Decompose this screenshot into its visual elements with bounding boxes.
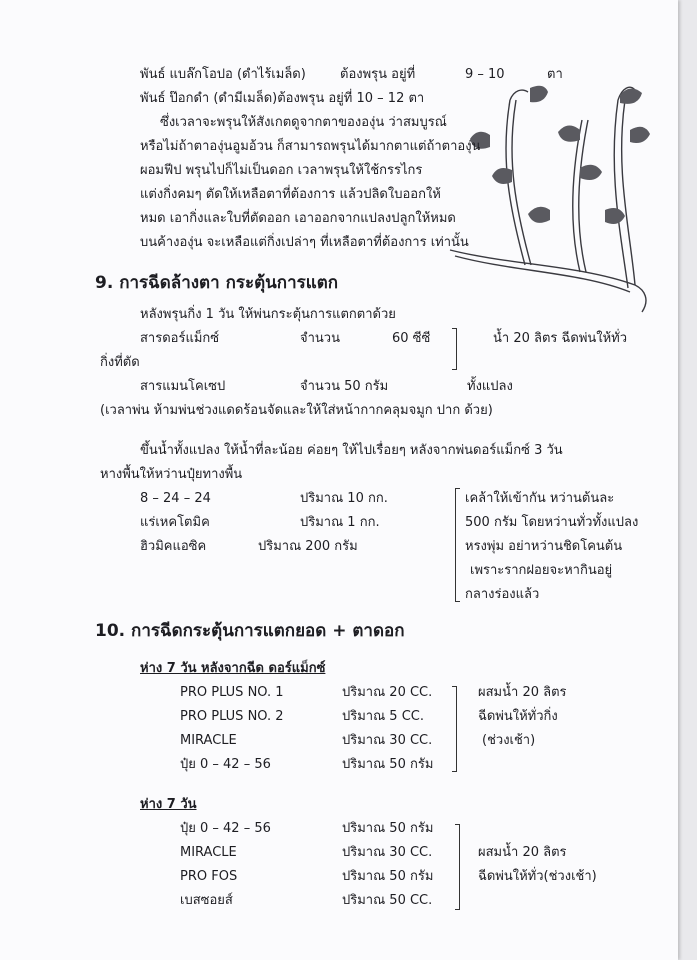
product-qty: ปริมาณ 5 CC. xyxy=(342,709,424,724)
prune-range: 9 – 10 xyxy=(465,67,505,82)
bracket xyxy=(455,824,460,910)
fertilizer-note-line: หรงพุ่ม อย่าหว่านชิดโคนต้น xyxy=(465,539,623,554)
section-9-heading: 9. การฉีดล้างตา กระตุ้นการแตก xyxy=(95,273,339,293)
product-name: เบสซอยส์ xyxy=(180,893,233,908)
variety-pok-dam: พันธ์ ป๊อกดำ (ดำมีเมล็ด)ต้องพรุน อยู่ที่ 10 – 12 ตา xyxy=(140,91,425,106)
product-name: PRO FOS xyxy=(180,869,238,884)
product-name: ปุ๋ย 0 – 42 – 56 xyxy=(180,821,271,836)
irrigation-para-line: หางพื้นให้หว่านปุ๋ยทางพื้น xyxy=(100,467,243,482)
fertilizer-name: แร่เหคโตมิค xyxy=(140,515,210,530)
chem-dormex-note-cont: กิ่งที่ตัด xyxy=(100,355,140,370)
intro-para-line: หมด เอากิ่งและใบที่ตัดออก เอาออกจากแปลงปลูกให้หมด xyxy=(140,211,456,226)
bracket xyxy=(452,328,457,370)
intro-para-line: แต่งกิ่งคมๆ ตัดให้เหลือตาที่ต้องการ แล้วปลิดใบออกให้ xyxy=(140,187,441,202)
chem-dormex-qty: 60 ซีซี xyxy=(392,331,431,346)
prune-label: ต้องพรุน อยู่ที่ xyxy=(340,67,416,82)
group-2-note-line: ผสมน้ำ 20 ลิตร xyxy=(478,845,567,860)
section-9-intro: หลังพรุนกิ่ง 1 วัน ให้พ่นกระตุ้นการแตกตาด้วย xyxy=(140,307,396,322)
group-2-note-line: ฉีดพ่นให้ทั่ว(ช่วงเช้า) xyxy=(478,869,597,884)
product-qty: ปริมาณ 50 กรัม xyxy=(342,821,434,836)
irrigation-para-line: ขึ้นน้ำทั้งแปลง ให้น้ำที่ละน้อย ค่อยๆ ให้ไปเรื่อยๆ หลังจากพ่นดอร์แม็กซ์ 3 วัน xyxy=(140,443,563,458)
product-name: ปุ๋ย 0 – 42 – 56 xyxy=(180,757,271,772)
fertilizer-note-line: 500 กรัม โดยหว่านทั่วทั้งแปลง xyxy=(465,515,639,530)
grape-vine-illustration xyxy=(430,60,670,320)
product-qty: ปริมาณ 50 กรัม xyxy=(342,757,434,772)
product-qty: ปริมาณ 30 CC. xyxy=(342,733,433,748)
bracket xyxy=(452,686,457,772)
product-qty: ปริมาณ 20 CC. xyxy=(342,685,433,700)
fertilizer-name: ฮิวมิคแอซิค xyxy=(140,539,207,554)
fertilizer-note-line: เพราะรากฝอยจะหากินอยู่ xyxy=(470,563,613,578)
chem-mancozeb-name: สารแมนโคเซป xyxy=(140,379,226,394)
group-1-note-line: ฉีดพ่นให้ทั่วกิ่ง xyxy=(478,709,558,724)
fertilizer-qty: ปริมาณ 10 กก. xyxy=(300,491,388,506)
product-name: MIRACLE xyxy=(180,845,237,860)
prune-unit: ตา xyxy=(547,67,563,82)
chem-mancozeb-qty: จำนวน 50 กรัม xyxy=(300,379,389,394)
fertilizer-note-line: เคล้าให้เข้ากัน หว่านต้นละ xyxy=(465,491,615,506)
safety-warning: (เวลาพ่น ห้ามพ่นช่วงแดดร้อนจัดและให้ใส่หน้ากากคลุมจมูก ปาก ด้วย) xyxy=(100,403,493,418)
fertilizer-qty: ปริมาณ 200 กรัม xyxy=(258,539,358,554)
product-name: MIRACLE xyxy=(180,733,237,748)
group-2-title: ห่าง 7 วัน xyxy=(140,797,197,812)
group-1-note-line: ผสมน้ำ 20 ลิตร xyxy=(478,685,567,700)
product-name: PRO PLUS NO. 2 xyxy=(180,709,284,724)
variety-black-opal: พันธ์ แบล๊กโอปอ (ดำไร้เมล็ด) xyxy=(140,67,306,82)
product-qty: ปริมาณ 30 CC. xyxy=(342,845,433,860)
chem-dormex-name: สารดอร์แม็กซ์ xyxy=(140,331,220,346)
chem-dormex-qty-label: จำนวน xyxy=(300,331,340,346)
chem-mancozeb-note: ทั้งแปลง xyxy=(467,379,513,394)
group-1-note-line: (ช่วงเช้า) xyxy=(482,733,536,748)
fertilizer-name: 8 – 24 – 24 xyxy=(140,491,211,506)
section-10-heading: 10. การฉีดกระตุ้นการแตกยอด + ตาดอก xyxy=(95,621,405,641)
intro-para-line: ซึ่งเวลาจะพรุนให้สังเกตดูจากตาขององุ่น ว่าสมบูรณ์ xyxy=(160,115,447,130)
intro-para-line: หรือไม่ถ้าตาองุ่นอูมอ้วน ก็สามารถพรุนได้มากตาแต่ถ้าตาองุ่น xyxy=(140,139,481,154)
fertilizer-note-line: กลางร่องแล้ว xyxy=(465,587,540,602)
product-qty: ปริมาณ 50 CC. xyxy=(342,893,433,908)
intro-para-line: บนค้างองุ่น จะเหลือแต่กิ่งเปล่าๆ ที่เหลือตาที่ต้องการ เท่านั้น xyxy=(140,235,469,250)
product-name: PRO PLUS NO. 1 xyxy=(180,685,284,700)
fertilizer-qty: ปริมาณ 1 กก. xyxy=(300,515,380,530)
product-qty: ปริมาณ 50 กรัม xyxy=(342,869,434,884)
intro-para-line: ผอมฟีป พรุนไปก็ไม่เป็นดอก เวลาพรุนให้ใช้กรรไกร xyxy=(140,163,423,178)
chem-dormex-note: น้ำ 20 ลิตร ฉีดพ่นให้ทั่ว xyxy=(493,331,628,346)
bracket xyxy=(455,488,460,602)
group-1-title: ห่าง 7 วัน หลังจากฉีด ดอร์แม็กซ์ xyxy=(140,661,326,676)
